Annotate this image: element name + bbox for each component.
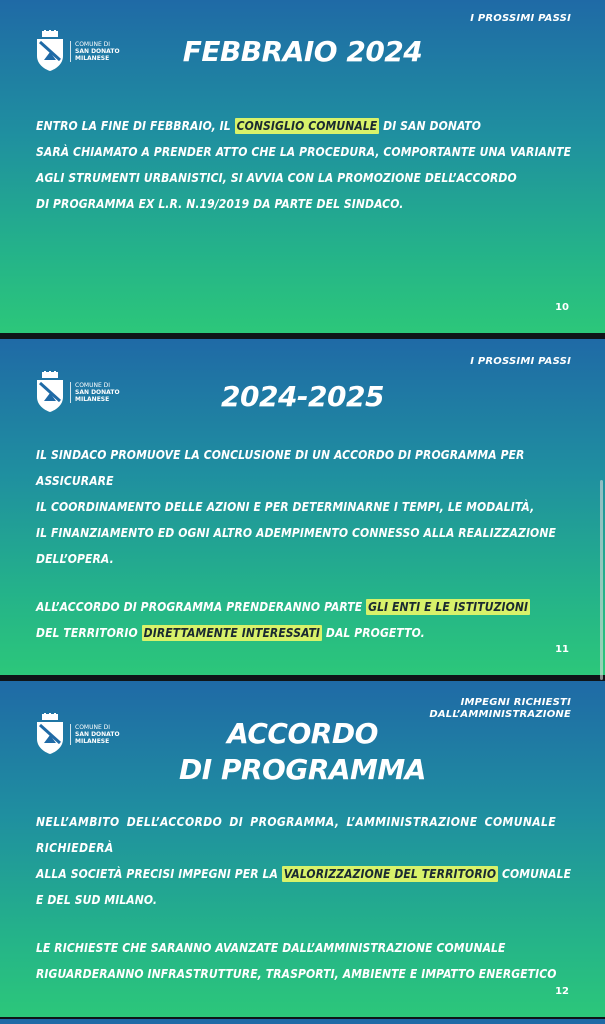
- body-line: E DEL SUD MILANO.: [36, 893, 158, 907]
- body-line: IL FINANZIAMENTO ED OGNI ALTRO ADEMPIMENTO CONNESSO ALLA REALIZZAZIONE DELL’OPERA.: [36, 526, 556, 566]
- highlight-enti-istituzioni: GLI ENTI E LE ISTITUZIONI: [368, 600, 529, 614]
- title-line: ACCORDO: [227, 717, 378, 750]
- slide-title: 2024-2025: [221, 380, 384, 413]
- slide-11: [0, 339, 605, 675]
- body-line: DI PROGRAMMA EX L.R. N.19/2019 DA PARTE DEL SINDACO.: [36, 197, 404, 211]
- body-line: ALLA SOCIETÀ PRECISI IMPEGNI PER LA VALORIZZAZIONE DEL TERRITORIO COMUNALE: [36, 867, 572, 881]
- slide-10: [0, 0, 605, 333]
- section-label: I PROSSIMI PASSI: [470, 356, 571, 367]
- slide-title: FEBBRAIO 2024: [182, 35, 423, 68]
- body-line: AGLI STRUMENTI URBANISTICI, SI AVVIA CON LA PROMOZIONE DELL’ACCORDO: [36, 171, 517, 185]
- logo-text: COMUNE DI SAN DONATO MILANESE: [70, 41, 120, 62]
- body-line: LE RICHIESTE CHE SARANNO AVANZATE DALL’AMMINISTRAZIONE COMUNALE: [36, 941, 506, 955]
- paragraph: [36, 442, 576, 572]
- body-line: RIGUARDERANNO INFRASTRUTTURE, TRASPORTI, AMBIENTE E IMPATTO ENERGETICO: [36, 967, 557, 981]
- title-line: DI PROGRAMMA: [179, 753, 426, 786]
- body-line: ENTRO LA FINE DI FEBBRAIO, IL CONSIGLIO COMUNALE DI SAN DONATO: [36, 119, 482, 133]
- slide-body: [36, 809, 576, 987]
- slide-number: 11: [555, 644, 569, 655]
- paragraph: [36, 935, 576, 987]
- slide-body: [36, 113, 576, 217]
- highlight-valorizzazione-territorio: VALORIZZAZIONE DEL TERRITORIO: [283, 867, 497, 881]
- highlight-direttamente-interessati: DIRETTAMENTE INTERESSATI: [143, 626, 321, 640]
- body-line: SARÀ CHIAMATO A PRENDER ATTO CHE LA PROCEDURA, COMPORTANTE UNA VARIANTE: [36, 145, 572, 159]
- logo-text: COMUNE DI SAN DONATO MILANESE: [70, 724, 120, 745]
- section-label: IMPEGNI RICHIESTI DALL’AMMINISTRAZIONE: [429, 697, 571, 720]
- slide-body: [36, 442, 576, 646]
- body-line: ALL’ACCORDO DI PROGRAMMA PRENDERANNO PARTE GLI ENTI E LE ISTITUZIONI: [36, 600, 529, 614]
- scrollbar[interactable]: [600, 480, 603, 680]
- slide-title: [0, 716, 605, 788]
- logo-text: COMUNE DI SAN DONATO MILANESE: [70, 382, 120, 403]
- next-slide-edge: [0, 1019, 605, 1024]
- body-line: IL COORDINAMENTO DELLE AZIONI E PER DETERMINARNE I TEMPI, LE MODALITÀ,: [36, 500, 535, 514]
- slide-12: [0, 681, 605, 1017]
- body-line: DEL TERRITORIO DIRETTAMENTE INTERESSATI DAL PROGETTO.: [36, 626, 425, 640]
- section-label: I PROSSIMI PASSI: [470, 13, 571, 24]
- body-line: NELL’AMBITO DELL’ACCORDO DI PROGRAMMA, L’AMMINISTRAZIONE COMUNALE RICHIEDERÀ: [36, 815, 557, 855]
- body-line: IL SINDACO PROMUOVE LA CONCLUSIONE DI UN ACCORDO DI PROGRAMMA PER ASSICURARE: [36, 448, 525, 488]
- paragraph: [36, 594, 576, 646]
- slide-number: 12: [555, 986, 569, 997]
- paragraph: [36, 809, 576, 913]
- slide-number: 10: [555, 302, 569, 313]
- highlight-consiglio-comunale: CONSIGLIO COMUNALE: [236, 119, 378, 133]
